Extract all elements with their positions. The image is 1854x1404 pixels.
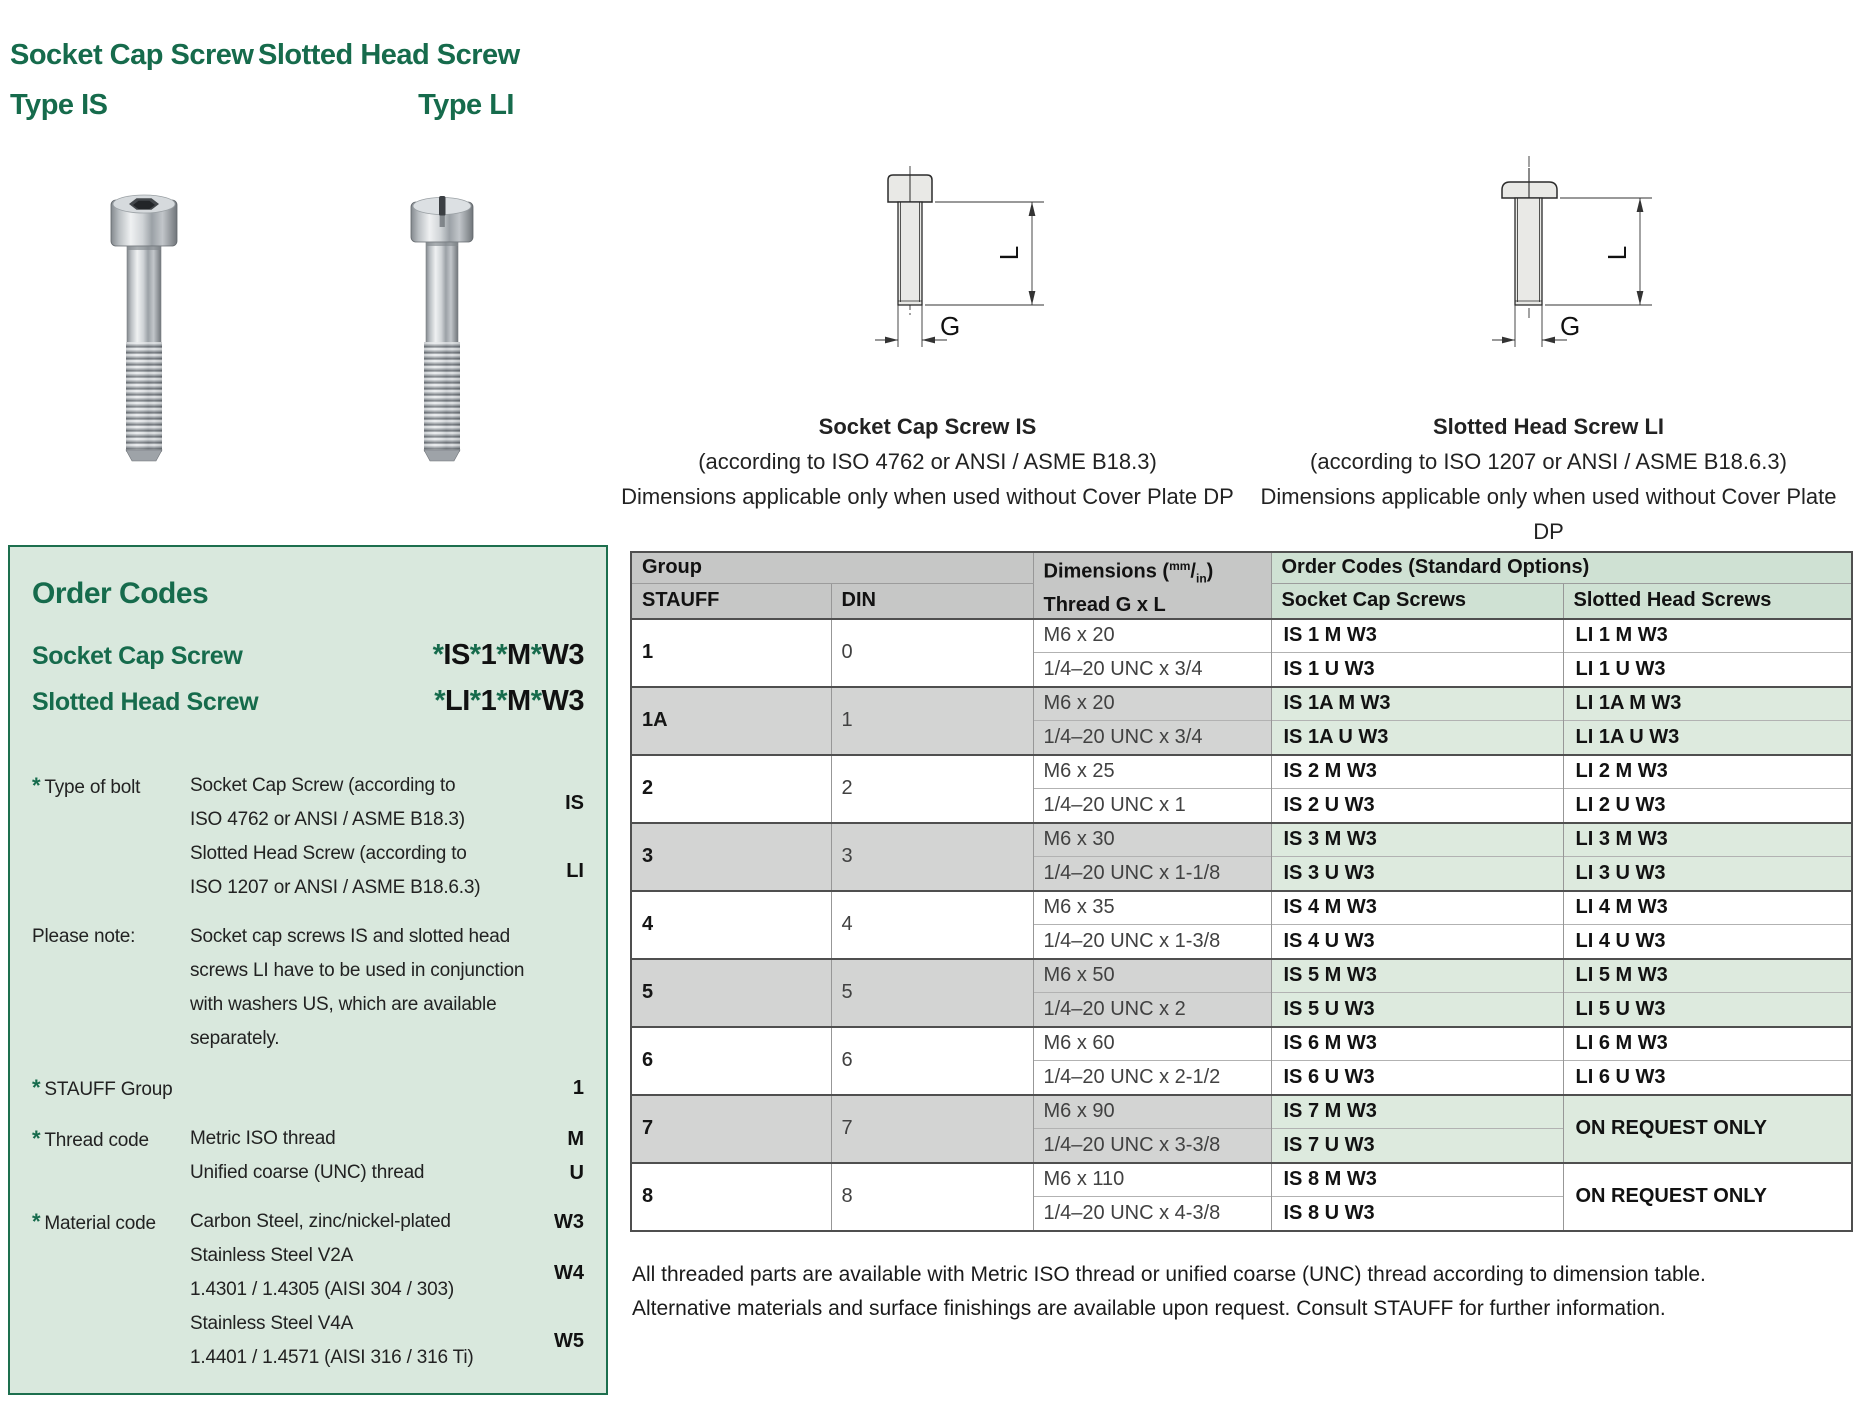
dim-label-g: G xyxy=(940,311,961,341)
dimension-cell: M6 x 90 xyxy=(1033,1095,1271,1129)
spec-label xyxy=(32,1071,190,1107)
stauff-group-cell: 3 xyxy=(631,823,831,891)
socket-cap-screw-drawing xyxy=(852,140,1052,370)
header-dimensions-close: ) xyxy=(1206,560,1214,583)
table-row xyxy=(631,959,1852,993)
spec-label xyxy=(32,1122,190,1190)
table-row xyxy=(631,687,1852,721)
spec-code: U xyxy=(569,1161,584,1184)
header-slotted-head-screws: Slotted Head Screws xyxy=(1563,583,1852,619)
spec-code: W5 xyxy=(554,1329,584,1352)
order-code-slotted-cell: LI 1 M W3 xyxy=(1563,619,1852,653)
spec-label-text: Material code xyxy=(44,1213,156,1234)
spec-row xyxy=(32,1122,584,1190)
din-cell: 6 xyxy=(831,1027,1033,1095)
spec-label-text: Please note: xyxy=(32,926,136,947)
order-code-socket-cell: IS 1 U W3 xyxy=(1271,653,1563,687)
stauff-group-cell: 4 xyxy=(631,891,831,959)
spec-item xyxy=(190,1122,584,1156)
header-dimensions-text: Dimensions ( xyxy=(1043,560,1170,583)
spec-code: IS xyxy=(565,791,584,814)
product-label: Socket Cap Screw xyxy=(32,642,243,670)
spec-row xyxy=(32,920,584,1056)
spec-item xyxy=(190,1156,584,1190)
spec-label-text: STAUFF Group xyxy=(44,1079,173,1100)
dimension-cell: M6 x 20 xyxy=(1033,619,1271,653)
table-row xyxy=(631,1027,1852,1061)
spec-row xyxy=(32,769,584,905)
header-socket-cap-screws: Socket Cap Screws xyxy=(1271,583,1563,619)
order-code-product-row xyxy=(32,639,584,685)
dimension-cell: 1/4–20 UNC x 1 xyxy=(1033,789,1271,823)
spec-label xyxy=(32,769,190,905)
order-code-socket-cell: IS 6 U W3 xyxy=(1271,1061,1563,1095)
table-header-row xyxy=(631,552,1852,583)
page-title-socket-cap-screw xyxy=(10,30,253,130)
header-stauff: STAUFF xyxy=(631,583,831,619)
table-row xyxy=(631,1095,1852,1129)
title-line: Socket Cap Screw xyxy=(10,39,254,71)
table-row xyxy=(631,1163,1852,1197)
stauff-group-cell: 1 xyxy=(631,619,831,687)
spec-items xyxy=(190,920,584,1056)
star-icon: * xyxy=(32,773,41,798)
order-code-products xyxy=(32,639,584,731)
star-icon: * xyxy=(32,1075,41,1100)
product-code-pattern: *IS*1*M*W3 xyxy=(432,639,584,671)
order-code-socket-cell: IS 1 M W3 xyxy=(1271,619,1563,653)
order-code-slotted-cell: LI 1A M W3 xyxy=(1563,687,1852,721)
table-body xyxy=(631,619,1852,1231)
socket-cap-screw-photo xyxy=(98,188,190,466)
order-code-socket-cell: IS 7 M W3 xyxy=(1271,1095,1563,1129)
order-code-socket-cell: IS 1A M W3 xyxy=(1271,687,1563,721)
dimension-cell: 1/4–20 UNC x 2 xyxy=(1033,993,1271,1027)
header-dimensions xyxy=(1033,552,1271,619)
table-row xyxy=(631,619,1852,653)
header-dimensions-slash: / xyxy=(1190,560,1196,583)
stauff-group-cell: 7 xyxy=(631,1095,831,1163)
order-code-slotted-cell: LI 5 U W3 xyxy=(1563,993,1852,1027)
spec-item xyxy=(190,837,584,905)
order-code-socket-cell: IS 4 U W3 xyxy=(1271,925,1563,959)
stauff-group-cell: 6 xyxy=(631,1027,831,1095)
spec-code: W3 xyxy=(554,1210,584,1233)
dimension-cell: M6 x 30 xyxy=(1033,823,1271,857)
dimension-cell: M6 x 50 xyxy=(1033,959,1271,993)
dim-label-l: L xyxy=(1602,245,1632,261)
dimension-cell: 1/4–20 UNC x 3/4 xyxy=(1033,653,1271,687)
spec-label xyxy=(32,920,190,1056)
spec-row xyxy=(32,1071,584,1107)
caption-standard: (according to ISO 4762 or ANSI / ASME B18.3) xyxy=(698,449,1157,474)
order-code-socket-cell: IS 4 M W3 xyxy=(1271,891,1563,925)
table-row xyxy=(631,755,1852,789)
spec-label-text: Thread code xyxy=(44,1130,149,1151)
on-request-cell: ON REQUEST ONLY xyxy=(1563,1095,1852,1163)
order-code-slotted-cell: LI 1A U W3 xyxy=(1563,721,1852,755)
din-cell: 5 xyxy=(831,959,1033,1027)
star-icon: * xyxy=(32,1209,41,1234)
spec-row xyxy=(32,1205,584,1375)
din-cell: 4 xyxy=(831,891,1033,959)
spec-item xyxy=(190,920,584,1056)
header-group: Group xyxy=(631,552,1033,583)
spec-line: ISO 1207 or ANSI / ASME B18.6.3) xyxy=(190,877,481,898)
table-row xyxy=(631,891,1852,925)
din-cell: 2 xyxy=(831,755,1033,823)
spec-code: LI xyxy=(566,859,584,882)
table-row xyxy=(631,823,1852,857)
din-cell: 3 xyxy=(831,823,1033,891)
order-code-socket-cell: IS 8 U W3 xyxy=(1271,1197,1563,1231)
spec-line: separately. xyxy=(190,1028,280,1049)
header-thread: Thread G x L xyxy=(1043,593,1166,616)
spec-line: with washers US, which are available xyxy=(190,994,497,1015)
footnote xyxy=(632,1258,1852,1326)
din-cell: 1 xyxy=(831,687,1033,755)
spec-line: 1.4401 / 1.4571 (AISI 316 / 316 Ti) xyxy=(190,1347,474,1368)
order-code-slotted-cell: LI 2 U W3 xyxy=(1563,789,1852,823)
spec-item xyxy=(190,769,584,837)
product-code-pattern: *LI*1*M*W3 xyxy=(434,685,584,717)
stauff-group-cell: 8 xyxy=(631,1163,831,1231)
dimension-cell: M6 x 60 xyxy=(1033,1027,1271,1061)
order-code-slotted-cell: LI 3 M W3 xyxy=(1563,823,1852,857)
order-code-slotted-cell: LI 2 M W3 xyxy=(1563,755,1852,789)
caption-standard: (according to ISO 1207 or ANSI / ASME B18.6.3) xyxy=(1310,449,1787,474)
spec-line: Carbon Steel, zinc/nickel-plated xyxy=(190,1211,451,1232)
spec-item xyxy=(190,1205,584,1239)
spec-lines xyxy=(190,1307,550,1375)
spec-lines xyxy=(190,1239,550,1307)
spec-code: 1 xyxy=(572,1076,584,1099)
spec-line: Socket cap screws IS and slotted head xyxy=(190,926,511,947)
spec-lines xyxy=(190,1156,550,1190)
footnote-line: Alternative materials and surface finishings are available upon request. Consult STAUFF for further information. xyxy=(632,1297,1666,1320)
spec-items xyxy=(190,1122,584,1190)
caption-title: Slotted Head Screw LI xyxy=(1432,414,1665,439)
header-dimensions-in: in xyxy=(1195,571,1207,586)
stauff-group-cell: 1A xyxy=(631,687,831,755)
dimension-cell: 1/4–20 UNC x 3/4 xyxy=(1033,721,1271,755)
order-code-specs xyxy=(32,769,584,1375)
order-code-socket-cell: IS 3 M W3 xyxy=(1271,823,1563,857)
spec-lines xyxy=(190,1071,550,1105)
spec-line: Stainless Steel V2A xyxy=(190,1245,354,1266)
order-codes-title: Order Codes xyxy=(32,577,209,610)
dim-label-l: L xyxy=(994,245,1024,261)
spec-line: Metric ISO thread xyxy=(190,1128,336,1149)
order-code-socket-cell: IS 2 M W3 xyxy=(1271,755,1563,789)
spec-line: 1.4301 / 1.4305 (AISI 304 / 303) xyxy=(190,1279,455,1300)
spec-item xyxy=(190,1071,584,1105)
on-request-cell: ON REQUEST ONLY xyxy=(1563,1163,1852,1231)
spec-label xyxy=(32,1205,190,1375)
order-code-socket-cell: IS 6 M W3 xyxy=(1271,1027,1563,1061)
order-code-socket-cell: IS 2 U W3 xyxy=(1271,789,1563,823)
dimension-cell: 1/4–20 UNC x 4-3/8 xyxy=(1033,1197,1271,1231)
dim-label-g: G xyxy=(1560,311,1581,341)
dimension-cell: M6 x 35 xyxy=(1033,891,1271,925)
spec-code: M xyxy=(567,1127,584,1150)
slotted-head-screw-photo xyxy=(396,188,488,466)
spec-lines xyxy=(190,769,550,837)
spec-lines xyxy=(190,1122,550,1156)
spec-line: screws LI have to be used in conjunction xyxy=(190,960,525,981)
order-code-slotted-cell: LI 6 U W3 xyxy=(1563,1061,1852,1095)
title-line: Slotted Head Screw xyxy=(258,39,520,71)
title-line: Type IS xyxy=(10,89,108,121)
spec-line: Slotted Head Screw (according to xyxy=(190,843,467,864)
star-icon: * xyxy=(32,1126,41,1151)
dimension-cell: 1/4–20 UNC x 3-3/8 xyxy=(1033,1129,1271,1163)
spec-items xyxy=(190,1205,584,1375)
caption-socket-cap-screw xyxy=(615,409,1240,514)
din-cell: 8 xyxy=(831,1163,1033,1231)
order-code-slotted-cell: LI 4 U W3 xyxy=(1563,925,1852,959)
order-code-slotted-cell: LI 6 M W3 xyxy=(1563,1027,1852,1061)
spec-lines xyxy=(190,920,550,1056)
order-code-socket-cell: IS 8 M W3 xyxy=(1271,1163,1563,1197)
order-code-product-row xyxy=(32,685,584,731)
spec-line: Stainless Steel V4A xyxy=(190,1313,354,1334)
caption-slotted-head-screw xyxy=(1243,409,1854,549)
spec-items xyxy=(190,1071,584,1107)
order-code-socket-cell: IS 3 U W3 xyxy=(1271,857,1563,891)
order-codes-box xyxy=(8,545,608,1395)
order-code-slotted-cell: LI 3 U W3 xyxy=(1563,857,1852,891)
title-line: Type LI xyxy=(418,89,514,121)
order-code-socket-cell: IS 1A U W3 xyxy=(1271,721,1563,755)
header-din: DIN xyxy=(831,583,1033,619)
page-title-slotted-head-screw xyxy=(258,30,520,130)
order-code-slotted-cell: LI 4 M W3 xyxy=(1563,891,1852,925)
order-code-socket-cell: IS 5 M W3 xyxy=(1271,959,1563,993)
dimension-cell: 1/4–20 UNC x 1-3/8 xyxy=(1033,925,1271,959)
spec-code: W4 xyxy=(554,1261,584,1284)
product-label: Slotted Head Screw xyxy=(32,688,259,716)
header-order-codes: Order Codes (Standard Options) xyxy=(1271,552,1852,583)
stauff-group-cell: 5 xyxy=(631,959,831,1027)
dimension-cell: M6 x 20 xyxy=(1033,687,1271,721)
spec-line: ISO 4762 or ANSI / ASME B18.3) xyxy=(190,809,465,830)
dimension-cell: 1/4–20 UNC x 2-1/2 xyxy=(1033,1061,1271,1095)
din-cell: 7 xyxy=(831,1095,1033,1163)
spec-item xyxy=(190,1307,584,1375)
order-code-socket-cell: IS 5 U W3 xyxy=(1271,993,1563,1027)
caption-title: Socket Cap Screw IS xyxy=(818,414,1037,439)
dimension-cell: M6 x 110 xyxy=(1033,1163,1271,1197)
spec-lines xyxy=(190,1205,550,1239)
din-cell: 0 xyxy=(831,619,1033,687)
spec-lines xyxy=(190,837,550,905)
spec-line: Socket Cap Screw (according to xyxy=(190,775,456,796)
caption-note: Dimensions applicable only when used without Cover Plate DP xyxy=(1260,484,1837,544)
spec-label-text: Type of bolt xyxy=(44,777,141,798)
order-code-slotted-cell: LI 1 U W3 xyxy=(1563,653,1852,687)
header-dimensions-mm: mm xyxy=(1169,559,1191,573)
slotted-head-screw-drawing xyxy=(1458,140,1668,370)
caption-note: Dimensions applicable only when used without Cover Plate DP xyxy=(621,484,1234,509)
dimension-cell: 1/4–20 UNC x 1-1/8 xyxy=(1033,857,1271,891)
spec-line: Unified coarse (UNC) thread xyxy=(190,1162,425,1183)
footnote-line: All threaded parts are available with Metric ISO thread or unified coarse (UNC) thread according to dimension table. xyxy=(632,1263,1706,1286)
order-code-socket-cell: IS 7 U W3 xyxy=(1271,1129,1563,1163)
stauff-group-cell: 2 xyxy=(631,755,831,823)
dimensions-table xyxy=(630,551,1853,1232)
spec-item xyxy=(190,1239,584,1307)
dimension-cell: M6 x 25 xyxy=(1033,755,1271,789)
spec-items xyxy=(190,769,584,905)
order-code-slotted-cell: LI 5 M W3 xyxy=(1563,959,1852,993)
